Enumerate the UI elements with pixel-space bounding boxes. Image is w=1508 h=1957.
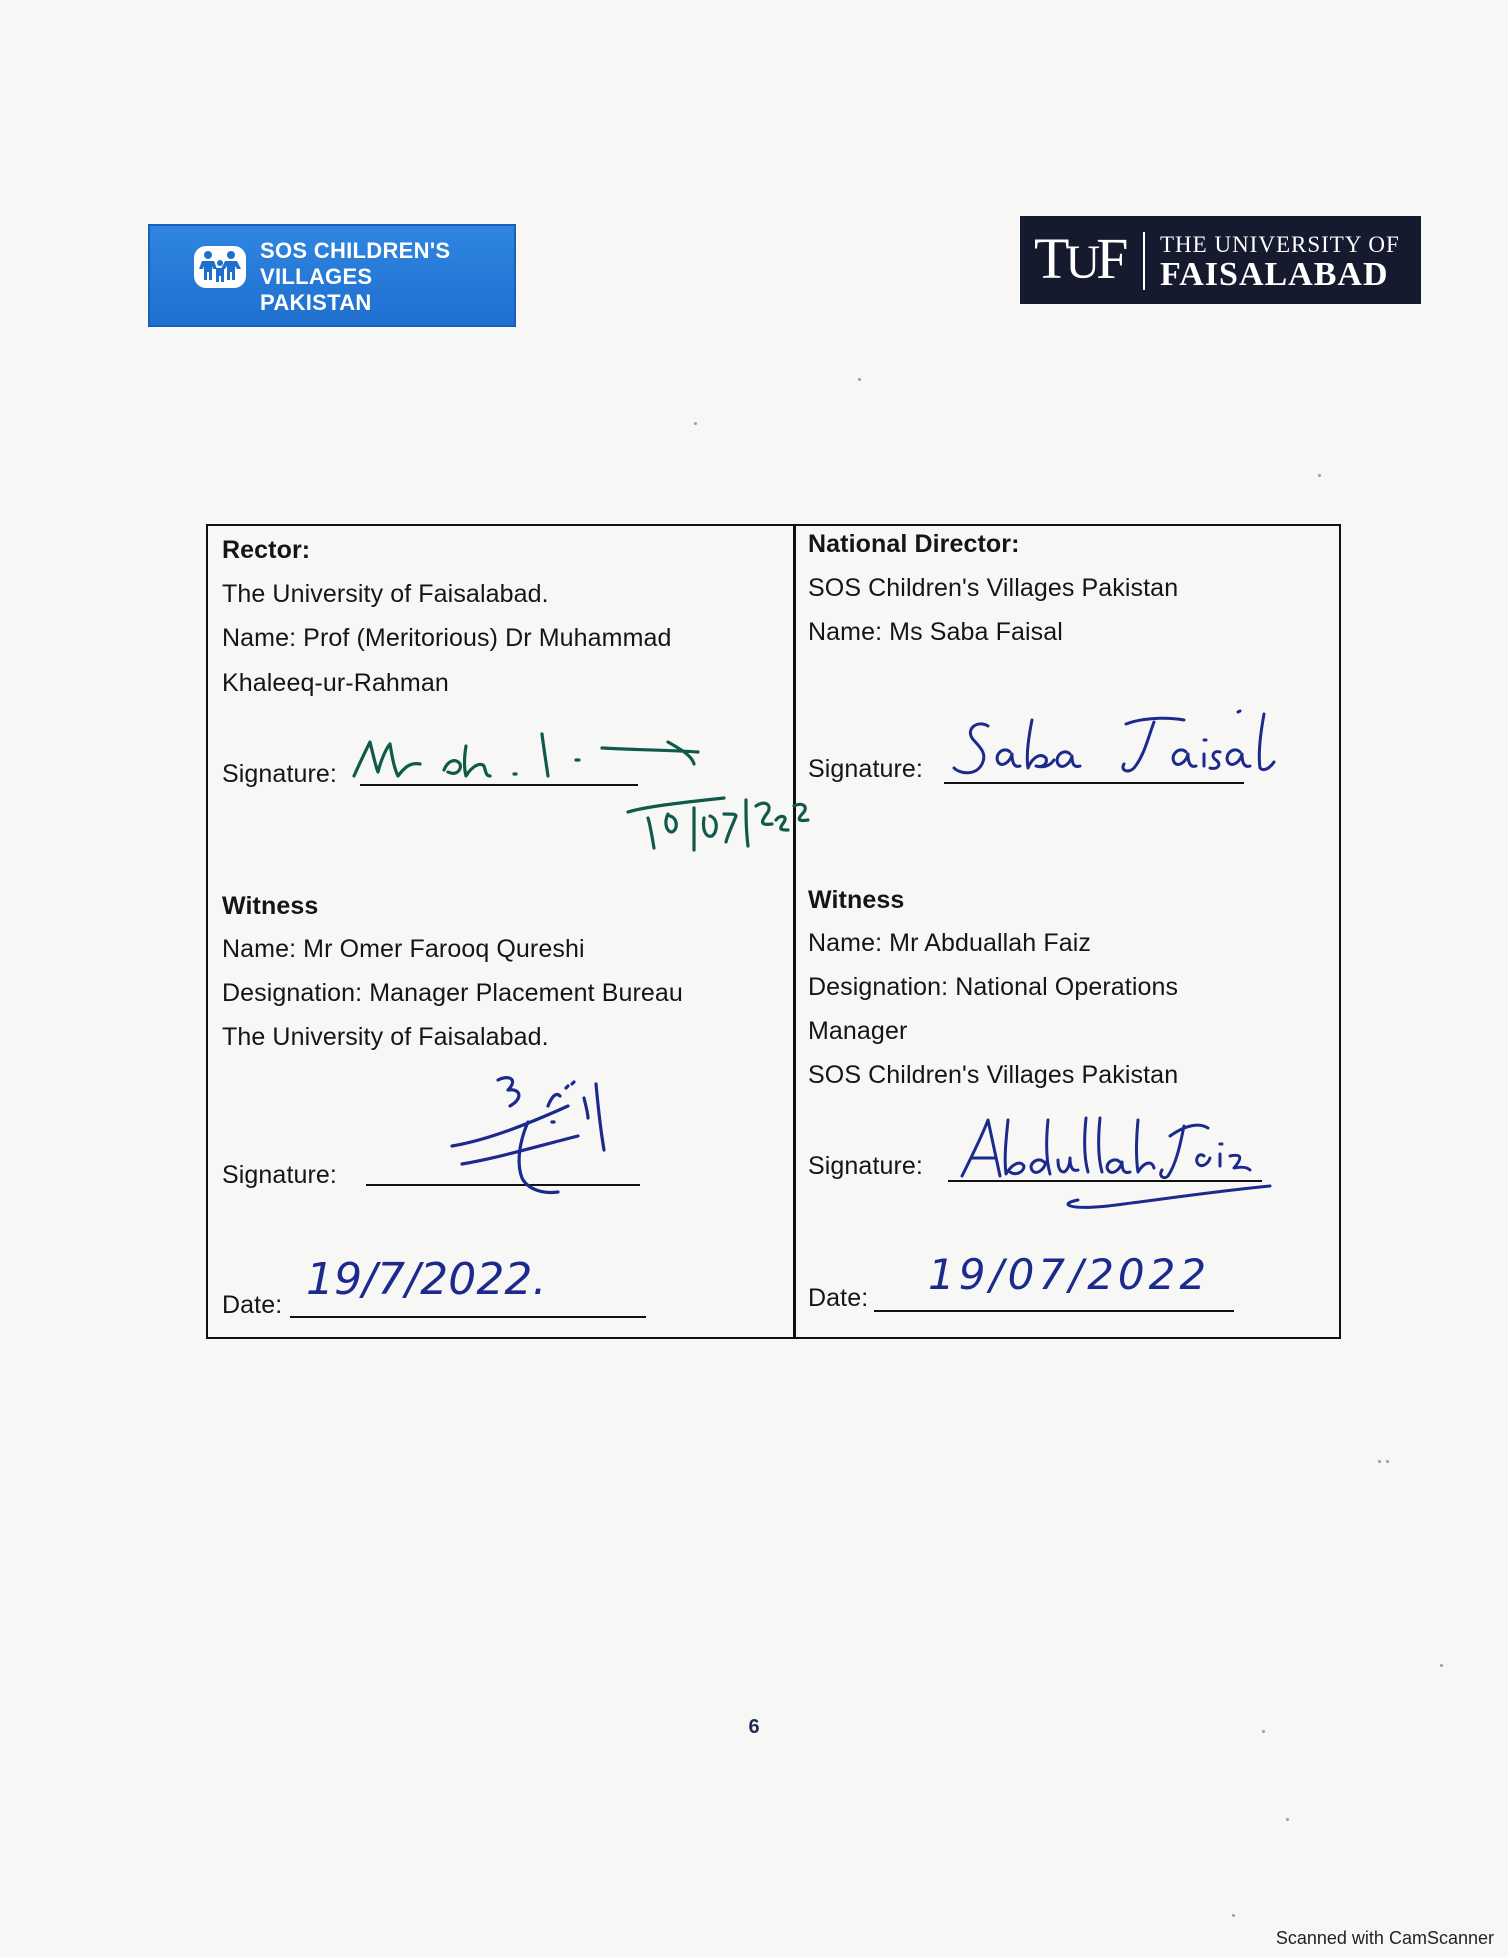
tuf-monogram: TUF (1034, 226, 1125, 291)
left-witness-heading: Witness (222, 892, 319, 920)
page-number: 6 (748, 1716, 760, 1738)
rector-name-line1: Name: Prof (Meritorious) Dr Muhammad (222, 624, 672, 652)
national-director-organization: SOS Children's Villages Pakistan (808, 574, 1179, 602)
sos-family-emblem-icon (194, 246, 246, 288)
right-witness-date-line (874, 1310, 1234, 1312)
scan-speck (1440, 1664, 1443, 1667)
left-witness-name: Name: Mr Omer Farooq Qureshi (222, 935, 585, 963)
right-witness-organization: SOS Children's Villages Pakistan (808, 1061, 1179, 1089)
right-witness-name: Name: Mr Abduallah Faiz (808, 929, 1091, 957)
column-divider (793, 526, 796, 1337)
right-witness-designation-line2: Manager (808, 1017, 908, 1045)
camscanner-watermark: Scanned with CamScanner (1275, 1928, 1494, 1948)
left-witness-date-label: Date: (222, 1291, 283, 1319)
tuf-logo-line2: FAISALABAD (1160, 256, 1389, 293)
right-witness-signature-label: Signature: (808, 1152, 923, 1180)
scan-speck (858, 378, 861, 381)
scan-speck (1286, 1818, 1289, 1821)
sos-logo-line3: PAKISTAN (260, 290, 372, 315)
left-witness-signature-image (448, 1066, 628, 1206)
sos-childrens-villages-logo (148, 224, 516, 327)
left-witness-date-line (290, 1316, 646, 1318)
scan-speck (694, 422, 697, 425)
national-director-name: Name: Ms Saba Faisal (808, 618, 1063, 646)
rector-heading: Rector: (222, 536, 311, 564)
left-witness-organization: The University of Faisalabad. (222, 1023, 549, 1051)
right-witness-designation-line1: Designation: National Operations (808, 973, 1179, 1001)
rector-name-line2: Khaleeq-ur-Rahman (222, 669, 449, 697)
national-director-signature-label: Signature: (808, 755, 923, 783)
rector-signature-label: Signature: (222, 760, 337, 788)
right-witness-handwritten-date: 19/07/2022 (928, 1250, 1211, 1299)
left-witness-signature-label: Signature: (222, 1161, 337, 1189)
right-witness-signature-image (958, 1106, 1278, 1216)
scan-speck (1378, 1460, 1381, 1463)
tuf-logo-divider (1143, 232, 1145, 290)
scan-speck (1232, 1914, 1235, 1917)
right-witness-heading: Witness (808, 886, 905, 914)
signature-table (206, 524, 1341, 1339)
national-director-signature-image (948, 706, 1278, 796)
sos-logo-line2: VILLAGES (260, 264, 373, 289)
sos-logo-line1: SOS CHILDREN'S (260, 238, 451, 263)
national-director-heading: National Director: (808, 530, 1020, 558)
scan-speck (1386, 1460, 1389, 1463)
left-witness-handwritten-date: 19/7/2022. (306, 1254, 547, 1305)
university-of-faisalabad-logo (1020, 216, 1421, 304)
tuf-logo-line1: THE UNIVERSITY OF (1160, 232, 1400, 257)
rector-organization: The University of Faisalabad. (222, 580, 549, 608)
right-witness-date-label: Date: (808, 1284, 869, 1312)
scan-speck (1318, 474, 1321, 477)
left-witness-designation: Designation: Manager Placement Bureau (222, 979, 683, 1007)
